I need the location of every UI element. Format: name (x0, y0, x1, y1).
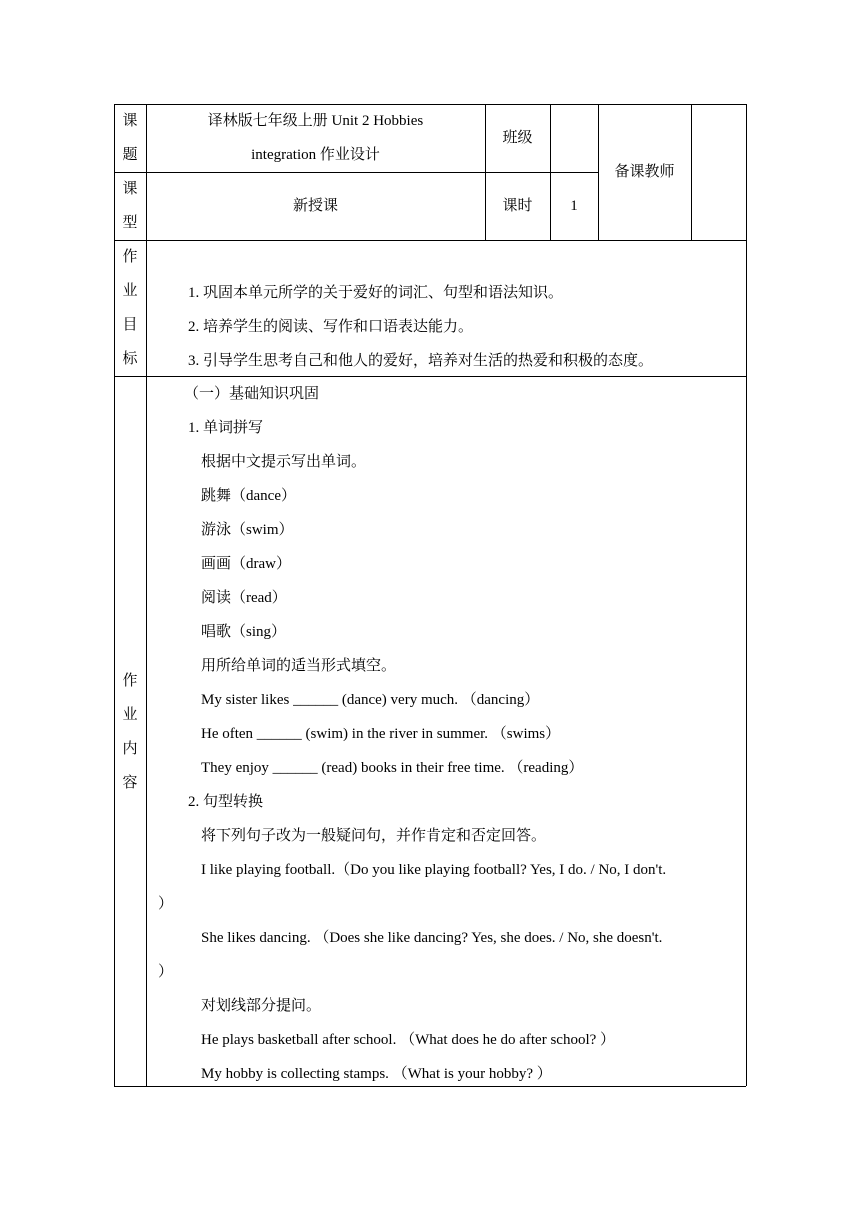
list-item: He often ______ (swim) in the river in summer. （swims） (201, 726, 561, 742)
list-item: I like playing football.（Do you like playing football? Yes, I do. / No, I don't. (201, 862, 667, 878)
instruction: 根据中文提示写出单词。 (201, 454, 367, 470)
class-label: 班级 (502, 130, 533, 146)
label-ketí: 课 题 (122, 113, 138, 163)
list-item: My hobby is collecting stamps. （What is your hobby? ） (201, 1066, 552, 1082)
label-content: 作 业 内 容 (122, 673, 138, 791)
list-item: 画画（draw） (201, 556, 291, 572)
lesson-type: 新授课 (292, 198, 338, 214)
topic-title: 译林版七年级上册 Unit 2 Hobbies integration 作业设计 (207, 113, 424, 163)
list-item: 唱歌（sing） (201, 624, 287, 640)
instruction: 对划线部分提问。 (201, 998, 322, 1014)
list-item: They enjoy ______ (read) books in their free time. （reading） (201, 760, 584, 776)
list-item: She likes dancing. （Does she like dancing? Yes, she does. / No, she doesn't. (201, 930, 663, 946)
list-item-wrap: ） (158, 964, 174, 980)
list-item: 阅读（read） (201, 590, 287, 606)
list-item-wrap: ） (158, 896, 174, 912)
subsection-heading: 1. 单词拼写 (188, 420, 264, 436)
teacher-label: 备课教师 (614, 164, 675, 180)
instruction: 将下列句子改为一般疑问句，并作肯定和否定回答。 (201, 828, 547, 844)
period-label: 课时 (502, 198, 533, 214)
goal-item-3: 3. 引导学生思考自己和他人的爱好，培养对生活的热爱和积极的态度。 (188, 353, 654, 369)
content-body (146, 377, 746, 1085)
rule-row2 (114, 240, 746, 241)
instruction: 用所给单词的适当形式填空。 (201, 658, 397, 674)
period-value: 1 (570, 198, 578, 214)
goal-item-1: 1. 巩固本单元所学的关于爱好的词汇、句型和语法知识。 (188, 285, 564, 301)
rule-right (746, 104, 747, 1086)
list-item: 游泳（swim） (201, 522, 294, 538)
goal-item-2: 2. 培养学生的阅读、写作和口语表达能力。 (188, 319, 474, 335)
rule-row1 (114, 172, 598, 173)
label-goals: 作 业 目 标 (122, 249, 138, 367)
subsection-heading: 2. 句型转换 (188, 794, 264, 810)
list-item: My sister likes ______ (dance) very much. （dancing） (201, 692, 540, 708)
list-item: He plays basketball after school. （What does he do after school? ） (201, 1032, 616, 1048)
rule-col5 (691, 104, 692, 240)
section-heading: （一）基础知识巩固 (184, 386, 320, 402)
label-type: 课 型 (122, 181, 138, 231)
list-item: 跳舞（dance） (201, 488, 296, 504)
